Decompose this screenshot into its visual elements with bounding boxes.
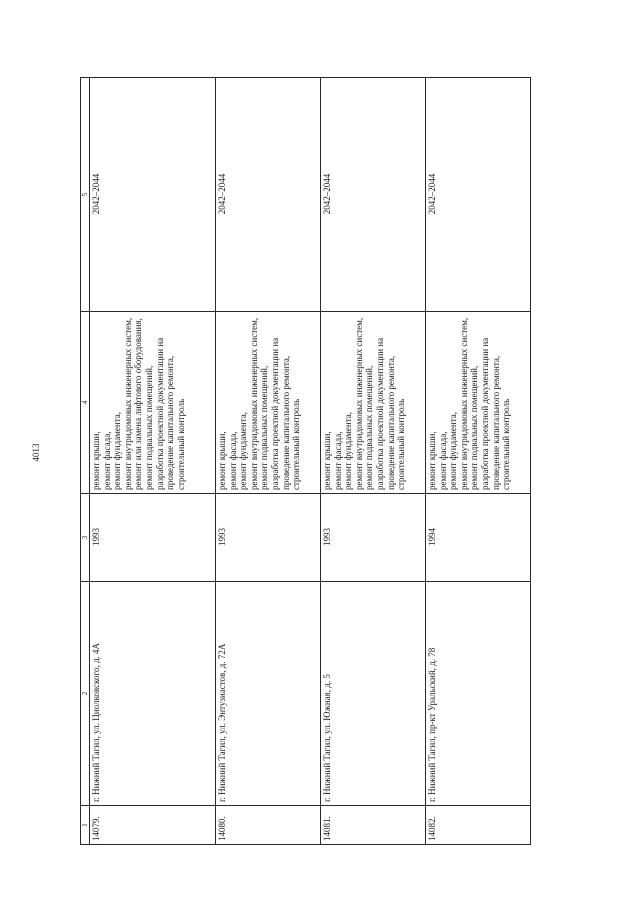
column-header-4: 4	[81, 312, 89, 493]
work-item: разработка проектной документации на	[269, 337, 280, 490]
work-item: строительный контроль	[501, 398, 512, 490]
work-item: разработка проектной документации на	[479, 337, 490, 490]
works-cell	[216, 312, 320, 493]
work-item: ремонт фасада,	[437, 431, 448, 490]
work-item: проведение капитального ремонта,	[490, 355, 501, 490]
repair-period: 2042–2044	[217, 173, 227, 215]
address: г. Нижний Тагил, пр-кт Уральский, д. 78	[427, 647, 437, 802]
address: г. Нижний Тагил, ул. Энтузиастов, д. 72А	[217, 643, 227, 802]
column-header-5: 5	[81, 78, 89, 311]
address-cell	[90, 582, 215, 805]
repair-period: 2042–2044	[91, 173, 101, 215]
work-item: строительный контроль	[396, 398, 407, 490]
work-item: ремонт фундамента,	[448, 412, 459, 490]
work-item: проведение капитального ремонта,	[280, 355, 291, 490]
column-header-3: 3	[81, 494, 89, 581]
work-item: ремонт подвальных помещений,	[364, 365, 375, 490]
work-item: ремонт фундамента,	[112, 412, 123, 490]
construction-year: 1993	[217, 528, 227, 546]
work-item: проведение капитального ремонта,	[385, 355, 396, 490]
work-item: ремонт фасада,	[101, 431, 112, 490]
row-number-cell	[321, 806, 425, 844]
repair-period: 2042–2044	[427, 173, 437, 215]
work-item: ремонт фасада,	[227, 431, 238, 490]
work-item: строительный контроль	[291, 398, 302, 490]
work-item: строительный контроль	[175, 398, 186, 490]
construction-year: 1993	[91, 528, 101, 546]
row-number: 14082.	[427, 816, 437, 841]
repair-period: 2042–2044	[322, 173, 332, 215]
column-header-1: 1	[81, 806, 89, 844]
work-item: ремонт подвальных помещений,	[469, 365, 480, 490]
work-item: проведение капитального ремонта,	[165, 355, 176, 490]
address-cell	[321, 582, 425, 805]
row-number: 14081.	[322, 816, 332, 841]
work-item: ремонт внутридомовых инженерных систем,	[248, 317, 259, 490]
page-number: 4013	[31, 443, 41, 462]
work-item: ремонт фундамента,	[238, 412, 249, 490]
row-number: 14079.	[91, 816, 101, 841]
works-cell	[90, 312, 215, 493]
work-item: ремонт внутридомовых инженерных систем,	[458, 317, 469, 490]
works-cell	[426, 312, 530, 493]
row-number: 14080.	[217, 816, 227, 841]
period-cell	[426, 78, 530, 311]
construction-year: 1994	[427, 528, 437, 546]
column-header-2: 2	[81, 582, 89, 805]
period-cell	[321, 78, 425, 311]
address-cell	[216, 582, 320, 805]
work-item: ремонт крыши,	[217, 431, 227, 490]
year-cell	[90, 494, 215, 581]
work-item: ремонт фасада,	[332, 431, 343, 490]
year-cell	[426, 494, 530, 581]
year-cell	[216, 494, 320, 581]
row-number-cell	[426, 806, 530, 844]
work-item: ремонт подвальных помещений,	[259, 365, 270, 490]
work-item: ремонт фундамента,	[343, 412, 354, 490]
work-item: разработка проектной документации на	[154, 337, 165, 490]
work-item: ремонт подвальных помещений,	[143, 365, 154, 490]
row-number-cell	[90, 806, 215, 844]
period-cell	[216, 78, 320, 311]
period-cell	[90, 78, 215, 311]
construction-year: 1993	[322, 528, 332, 546]
work-item: ремонт или замена лифтового оборудования,	[133, 318, 144, 490]
row-number-cell	[216, 806, 320, 844]
work-item: разработка проектной документации на	[374, 337, 385, 490]
address: г. Нижний Тагил, ул. Циолковского, д. 4А	[91, 642, 101, 802]
year-cell	[321, 494, 425, 581]
address: г. Нижний Тагил, ул. Южная, д. 5	[322, 674, 332, 802]
repair-schedule-table	[80, 77, 531, 845]
address-cell	[426, 582, 530, 805]
work-item: ремонт внутридомовых инженерных систем,	[122, 317, 133, 490]
work-item: ремонт внутридомовых инженерных систем,	[353, 317, 364, 490]
work-item: ремонт крыши,	[91, 431, 101, 490]
works-cell	[321, 312, 425, 493]
work-item: ремонт крыши,	[322, 431, 332, 490]
work-item: ремонт крыши,	[427, 431, 437, 490]
